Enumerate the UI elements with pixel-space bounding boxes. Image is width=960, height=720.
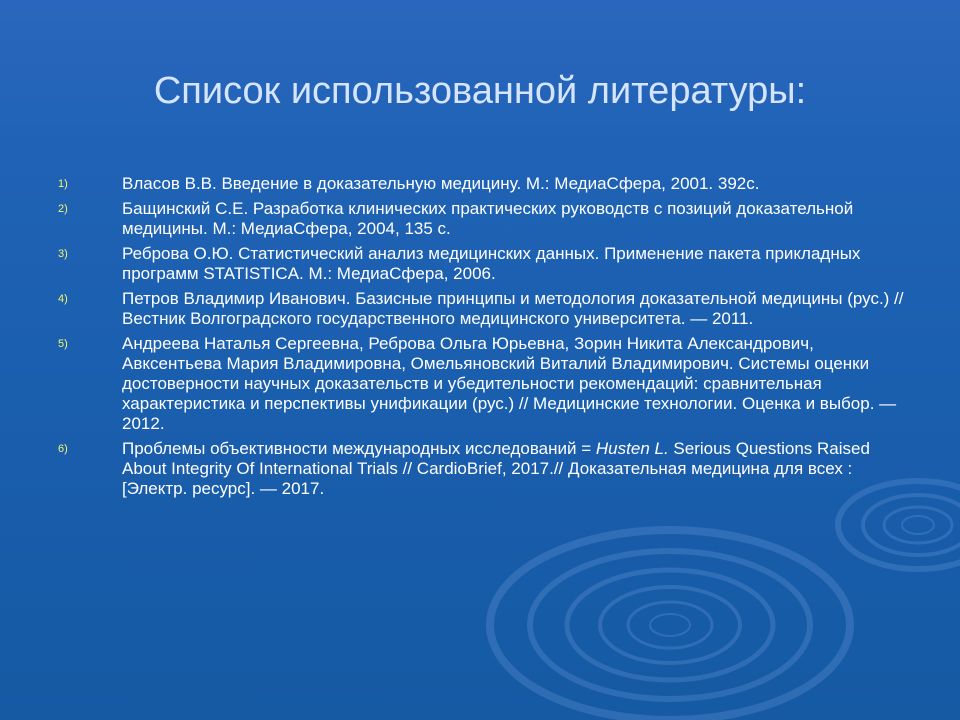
reference-text: Андреева Наталья Сергеевна, Реброва Ольга Юрьевна, Зорин Никита Александрович, Авксентьева Мария Владимировна, Омельяновский Виталий Владимирович. Системы оценки достоверности научных доказательств и убедительности рекомендаций: сравнительная характеристика и перспективы унификации (рус.) // Медицинские технологии. Оценка и выбор. — 2012. xyxy=(122,334,897,433)
reference-number: 3) xyxy=(58,248,68,260)
reference-number: 5) xyxy=(58,338,68,350)
reference-item xyxy=(48,244,918,284)
reference-item xyxy=(48,174,918,194)
reference-number: 6) xyxy=(58,443,68,455)
slide-title: Список использованной литературы: xyxy=(153,70,807,112)
reference-item xyxy=(48,439,918,499)
reference-item xyxy=(48,334,918,434)
reference-text: Реброва О.Ю. Статистический анализ медицинских данных. Применение пакета прикладных программ STATISTICA. М.: МедиаСфера, 2006. xyxy=(122,244,861,283)
reference-number: 4) xyxy=(58,293,68,305)
reference-text: Петров Владимир Иванович. Базисные принципы и методология доказательной медицины (рус.) // Вестник Волгоградского государственного медицинского университета. — 2011. xyxy=(122,289,904,328)
reference-text: Власов В.В. Введение в доказательную медицину. М.: МедиаСфера, 2001. 392с. xyxy=(122,174,760,193)
reference-number: 2) xyxy=(58,203,68,215)
reference-number: 1) xyxy=(58,178,68,190)
reference-item xyxy=(48,199,918,239)
reference-list xyxy=(48,174,918,504)
reference-text xyxy=(122,439,918,499)
reference-item xyxy=(48,289,918,329)
reference-author-italic: Husten L. xyxy=(595,439,669,458)
reference-text-part: Serious Questions Raised About Integrity Of International Trials // CardioBrief, 2017.// Доказательная медицина для всех : [Электр. ресурс]. — 2017. xyxy=(122,439,870,498)
reference-text-part: Проблемы объективности международных исследований = xyxy=(122,439,596,458)
reference-text: Бащинский С.Е. Разработка клинических практических руководств с позиций доказательной медицины. М.: МедиаСфера, 2004, 135 с. xyxy=(122,199,854,238)
